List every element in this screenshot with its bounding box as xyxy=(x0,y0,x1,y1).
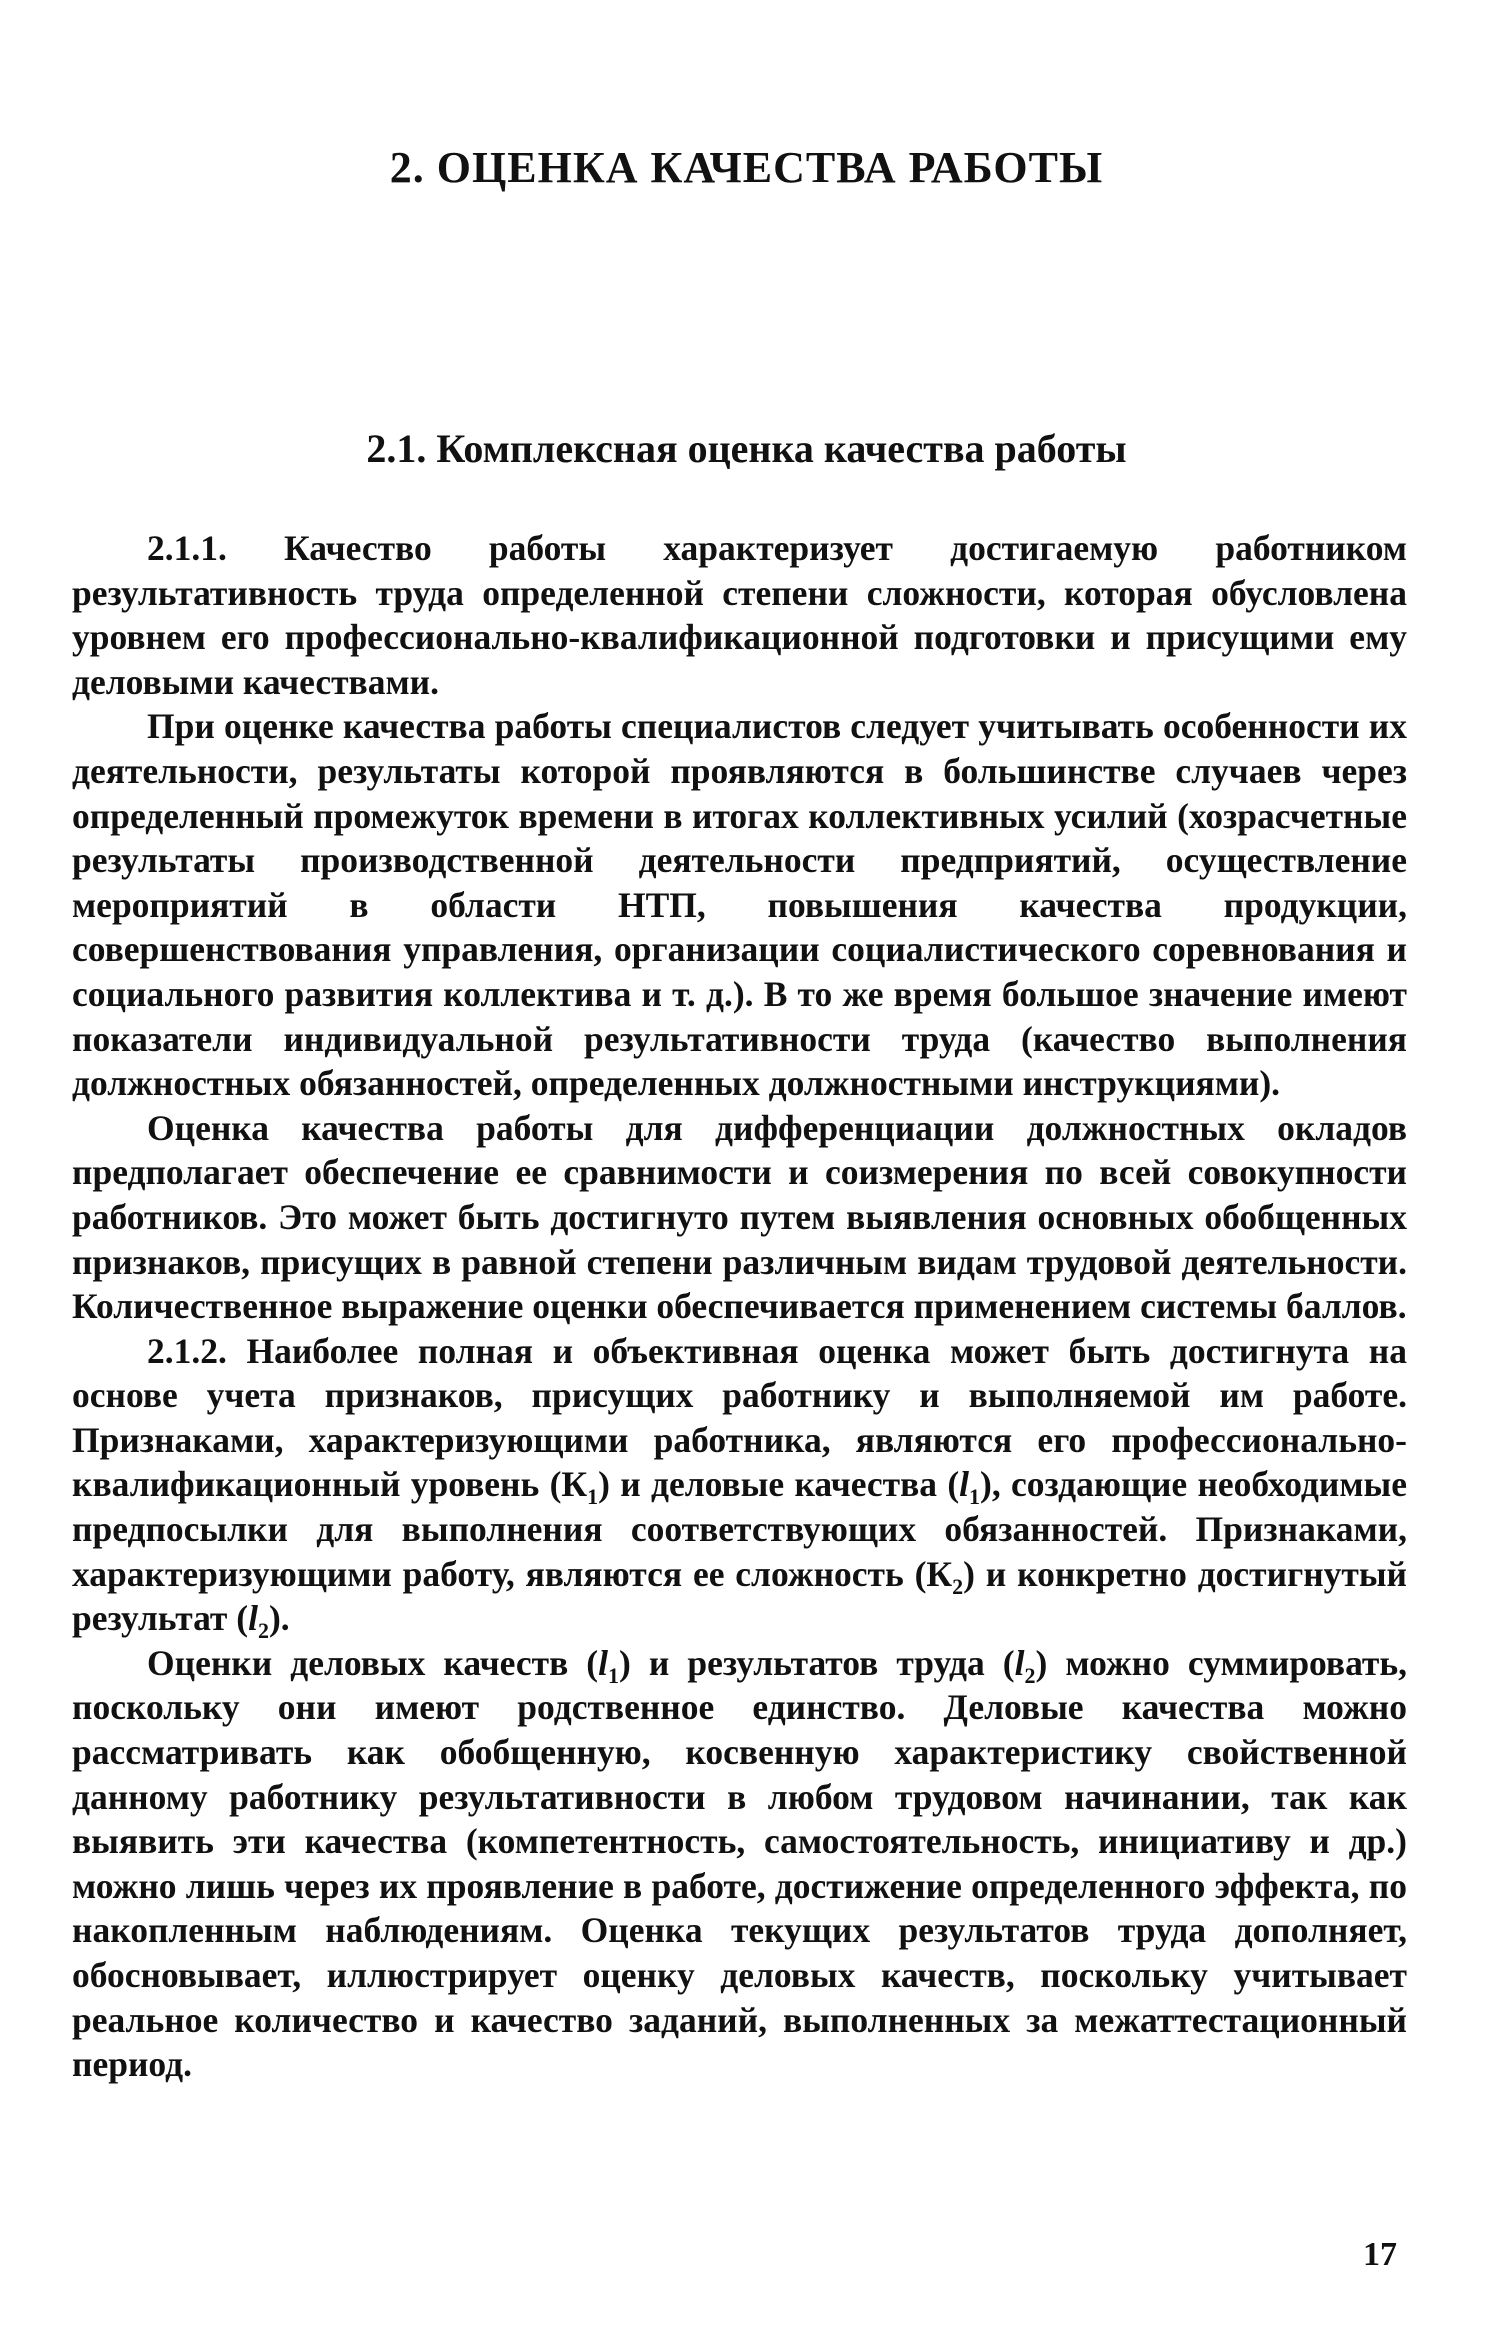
paragraph-4-text-b: ) и деловые качества ( xyxy=(598,1464,960,1505)
paragraph-4-text-e: ). xyxy=(268,1598,290,1639)
paragraph-4-text-c: ), создающие необходимые предпосылки для выполнения соответствующих обязанностей. Признаками, характеризующими работу, являются ее сложность (К xyxy=(72,1464,1407,1594)
paragraph-4-text-d: ) и конкретно достигнутый результат ( xyxy=(72,1553,1408,1639)
body-text xyxy=(72,526,1407,2087)
section-title: 2.1. Комплексная оценка качества работы xyxy=(366,426,1127,471)
paragraph-3: Оценка качества работы для дифференциации должностных окладов предполагает обеспечение ее сравнимости и соизмерения по всей совокупности работников. Это может быть достигнуто путем выявления основных обобщенных признаков, присущих в равной степени различным видам трудовой деятельности. Количественное выражение оценки обеспечивается применением системы баллов. xyxy=(72,1107,1407,1327)
subscript: 1 xyxy=(608,1662,619,1688)
paragraph-2: При оценке качества работы специалистов следует учитывать особенности их деятельности, результаты которой проявляются в большинстве случаев через определенный промежуток времени в итогах коллективных усилий (хозрасчетные результаты производственной деятельности предприятий, осуществление мероприятий в области НТП, повышения качества продукции, совершенствования управления, организации социалистического соревнования и социального развития коллектива и т. д.). В то же время большое значение имеют показатели индивидуальной результативности труда (качество выполнения должностных обязанностей, определенных должностными инструкциями). xyxy=(72,706,1407,1104)
paragraph-5-text-b: ) и результатов труда ( xyxy=(619,1642,1015,1683)
paragraph-4 xyxy=(72,1329,1408,1644)
subscript: 2 xyxy=(257,1618,269,1644)
paragraph-5-text-a: Оценки деловых качеств ( xyxy=(147,1642,599,1683)
paragraph-5-text-c: ) можно суммировать, поскольку они имеют родственное единство. Деловые качества можно рассматривать как обобщенную, косвенную характеристику свойственной данному работнику результативности в любом трудовом начинании, так как выявить эти качества (компетентность, самостоятельность, инициативу и др.) можно лишь через их проявление в работе, достижение определенного эффекта, по накопленным наблюдениям. Оценка текущих результатов труда дополняет, обосновывает, иллюстрирует оценку деловых качеств, поскольку учитывает реальное количество и качество заданий, выполненных за межаттестационный период. xyxy=(72,1642,1408,2085)
variable-l: l xyxy=(1014,1642,1025,1683)
paragraph-4-text-a: 2.1.2. Наиболее полная и объективная оценка может быть достигнута на основе учета признаков, присущих работнику и выполняемой им работе. Признаками, характеризующими работника, являются его профессионально-квалификационный уровень (К xyxy=(72,1330,1407,1505)
subscript: 2 xyxy=(952,1573,964,1599)
variable-l: l xyxy=(248,1598,258,1639)
subscript: 1 xyxy=(969,1484,981,1510)
variable-l: l xyxy=(598,1642,608,1683)
chapter-title: 2. ОЦЕНКА КАЧЕСТВА РАБОТЫ xyxy=(389,143,1104,192)
paragraph-1: 2.1.1. Качество работы характеризует достигаемую работником результативность труда определенной степени сложности, которая обусловлена уровнем его профессионально-квалификационной подготовки и присущими ему деловыми качествами. xyxy=(72,528,1407,702)
subscript: 1 xyxy=(587,1484,599,1510)
paragraph-5 xyxy=(72,1641,1407,2087)
variable-l: l xyxy=(959,1464,970,1505)
page-number: 17 xyxy=(1363,2236,1397,2273)
subscript: 2 xyxy=(1024,1662,1036,1688)
